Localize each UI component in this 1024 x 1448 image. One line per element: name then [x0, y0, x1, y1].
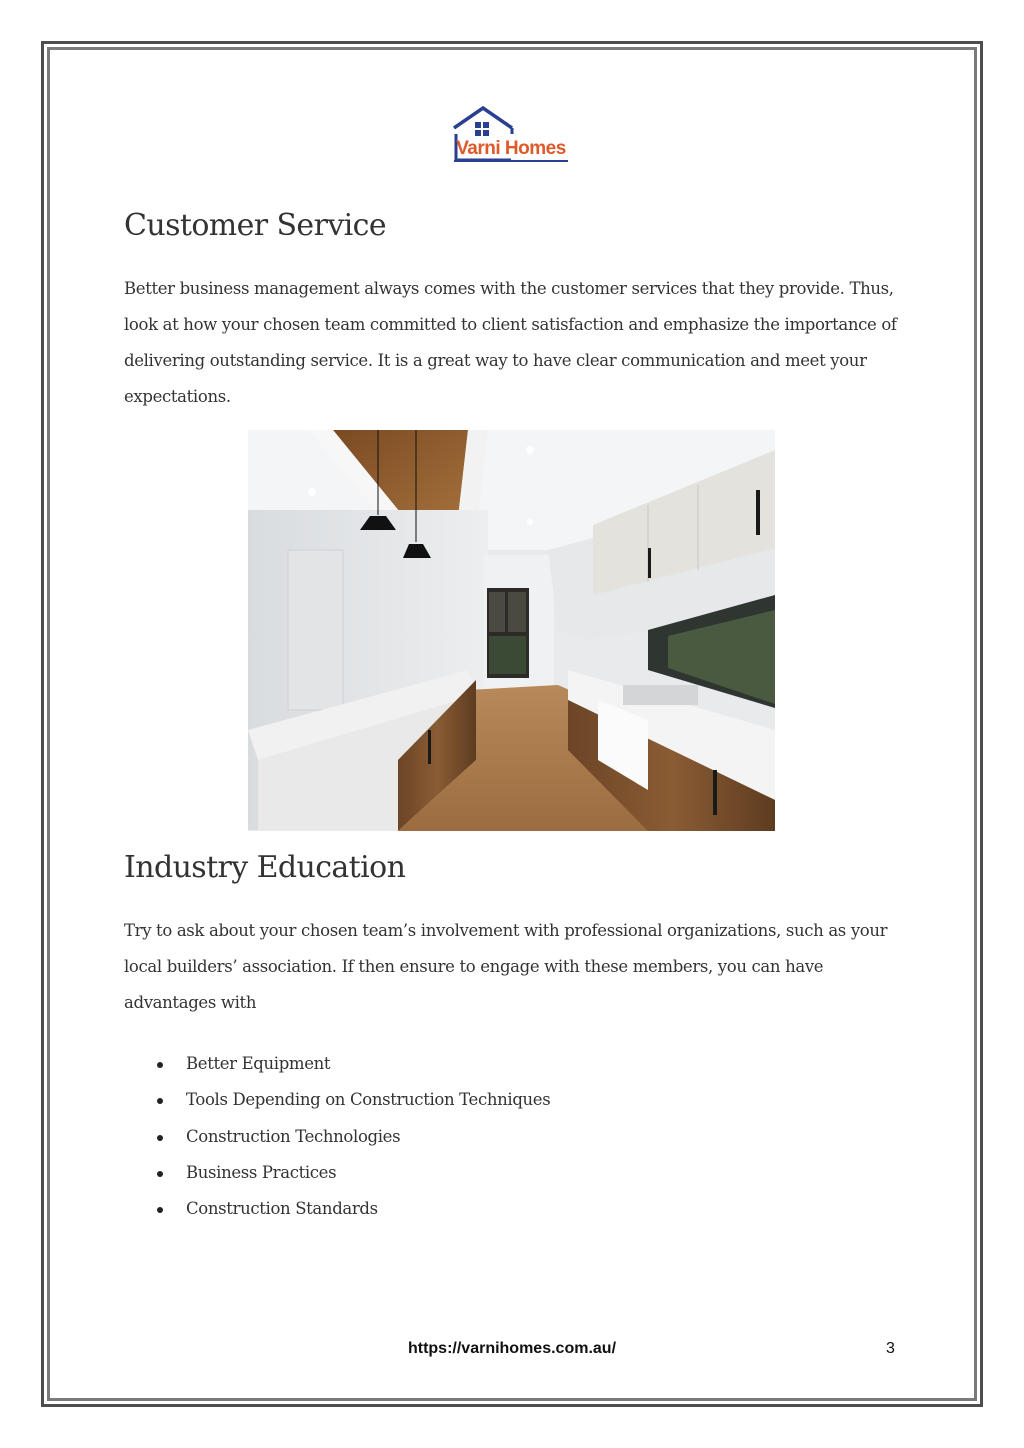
list-item [124, 1191, 550, 1227]
section-title-industry-education: Industry Education [124, 850, 406, 885]
logo [452, 104, 572, 166]
advantages-list [124, 1046, 550, 1227]
list-item [124, 1155, 550, 1191]
list-item-label: Tools Depending on Construction Techniques [186, 1090, 551, 1110]
bullet-icon [157, 1207, 163, 1213]
bullet-icon [157, 1098, 163, 1104]
bullet-icon [157, 1062, 163, 1068]
list-item-label: Construction Standards [186, 1199, 378, 1219]
section-title-customer-service: Customer Service [124, 208, 387, 243]
list-item-label: Construction Technologies [186, 1126, 401, 1146]
industry-education-paragraph: Try to ask about your chosen team’s involvement with professional organizations, such as your local builders’ association. If then ensure to engage with these members, you can have advantages with [124, 921, 888, 1012]
list-item-label: Business Practices [186, 1162, 337, 1182]
page-number: 3 [886, 1340, 895, 1357]
kitchen-photo [248, 430, 775, 831]
bullet-icon [157, 1171, 163, 1177]
list-item [124, 1082, 550, 1118]
footer-link[interactable]: https://varnihomes.com.au/ [407, 1340, 617, 1357]
list-item [124, 1119, 550, 1155]
bullet-icon [157, 1135, 163, 1141]
logo-text: Varni Homes [456, 138, 566, 159]
list-item-label: Better Equipment [186, 1054, 331, 1073]
customer-service-paragraph: Better business management always comes with the customer services that they provide. Thus, look at how your chosen team committed to client satisfaction and emphasize the importance of delivering outstanding service. It is a great way to have clear communication and meet your expectations. [124, 279, 897, 406]
list-item [124, 1046, 550, 1082]
